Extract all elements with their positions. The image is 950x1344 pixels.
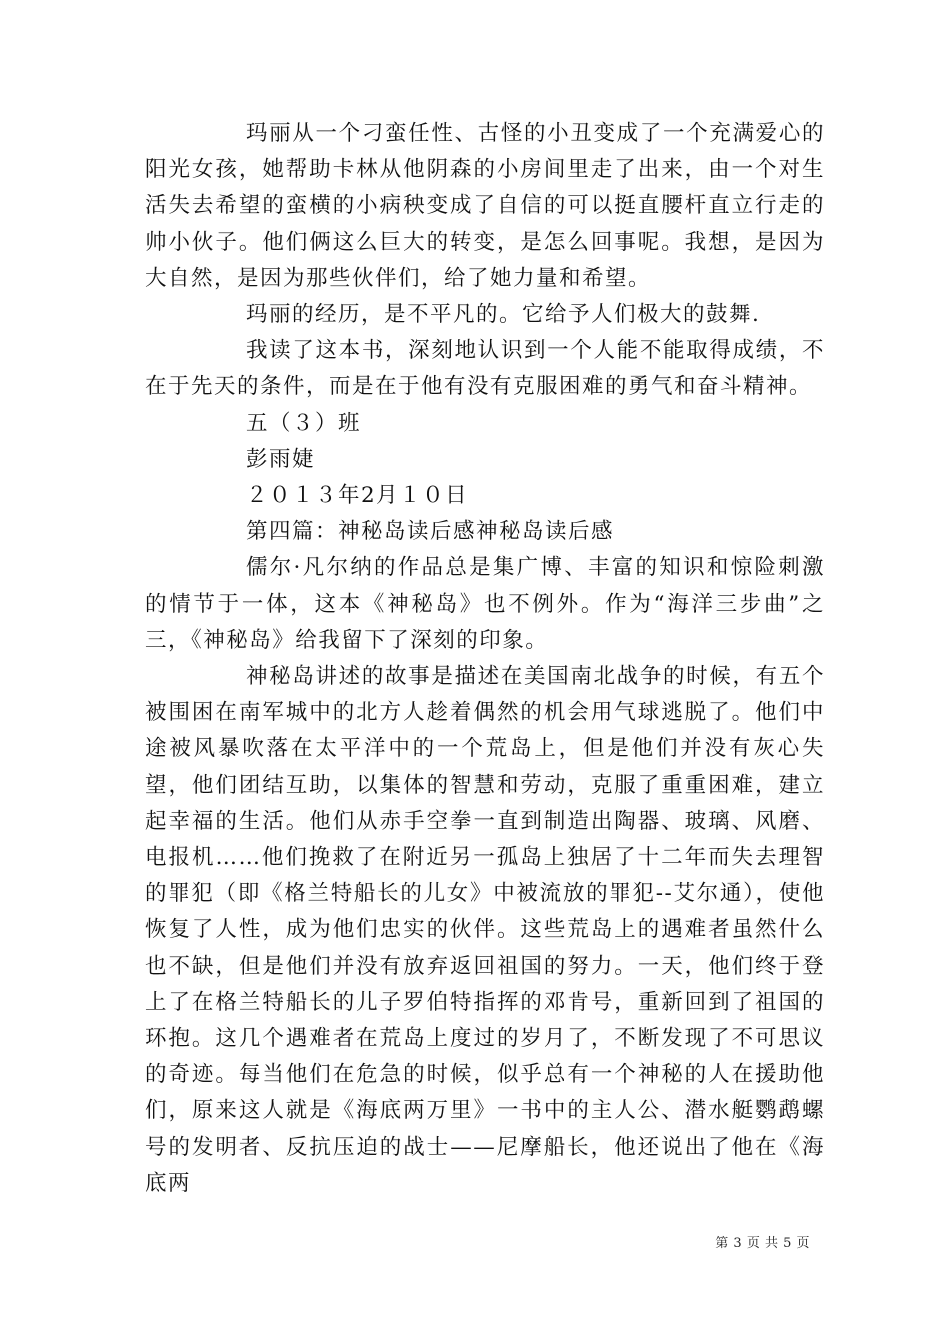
paragraph-reflection: 我读了这本书，深刻地认识到一个人能不能取得成绩，不在于先天的条件，而是在于他有没有克服困难的勇气和奋斗精神。: [145, 338, 825, 400]
essay-date: ２０１３年2月１０日: [246, 483, 469, 509]
paragraph-story-summary: 神秘岛讲述的故事是描述在美国南北战争的时候，有五个被围困在南军城中的北方人趁着偶然的机会用气球逃脱了。他们中途被风暴吹落在太平洋中的一个荒岛上，但是他们并没有灰心失望，他们团结互助，以集体的智慧和劳动，克服了重重困难，建立起幸福的生活。他们从赤手空拳一直到制造出陶器、玻璃、风磨、电报机……他们挽救了在附近另一孤岛上独居了十二年而失去理智的罪犯（即《格兰特船长的儿女》中被流放的罪犯--艾尔通），使他恢复了人性，成为他们忠实的伙伴。这些荒岛上的遇难者虽然什么也不缺，但是他们并没有放弃返回祖国的努力。一天，他们终于登上了在格兰特船长的儿子罗伯特指挥的邓肯号，重新回到了祖国的环抱。这几个遇难者在荒岛上度过的岁月了，不断发现了不可思议的奇迹。每当他们在危急的时候，似乎总有一个神秘的人在援助他们，原来这人就是《海底两万里》一书中的主人公、潜水艇鹦鹉螺号的发明者、反抗压迫的战士——尼摩船长，他还说出了他在《海底两: [145, 664, 825, 1196]
paragraph-mary-transformation: 玛丽从一个刁蛮任性、古怪的小丑变成了一个充满爱心的阳光女孩，她帮助卡林从他阴森的小房间里走了出来，由一个对生活失去希望的蛮横的小病秧变成了自信的可以挺直腰杆直立行走的帅小伙子。他们俩这么巨大的转变，是怎么回事呢。我想，是因为大自然，是因为那些伙伴们，给了她力量和希望。: [145, 121, 825, 291]
paragraph-mary-experience: 玛丽的经历，是不平凡的。它给予人们极大的鼓舞.: [246, 302, 761, 328]
section-heading: 第四篇：神秘岛读后感神秘岛读后感: [246, 519, 615, 545]
author-name: 彭雨婕: [246, 446, 316, 472]
page-number: 第 3 页 共 5 页: [715, 1236, 810, 1251]
author-class: 五（３）班: [246, 410, 362, 436]
paragraph-intro-verne: 儒尔·凡尔纳的作品总是集广博、丰富的知识和惊险刺激的情节于一体，这本《神秘岛》也不例外。作为“海洋三步曲”之三，《神秘岛》给我留下了深刻的印象。: [145, 555, 825, 653]
document-body: [145, 116, 825, 1202]
